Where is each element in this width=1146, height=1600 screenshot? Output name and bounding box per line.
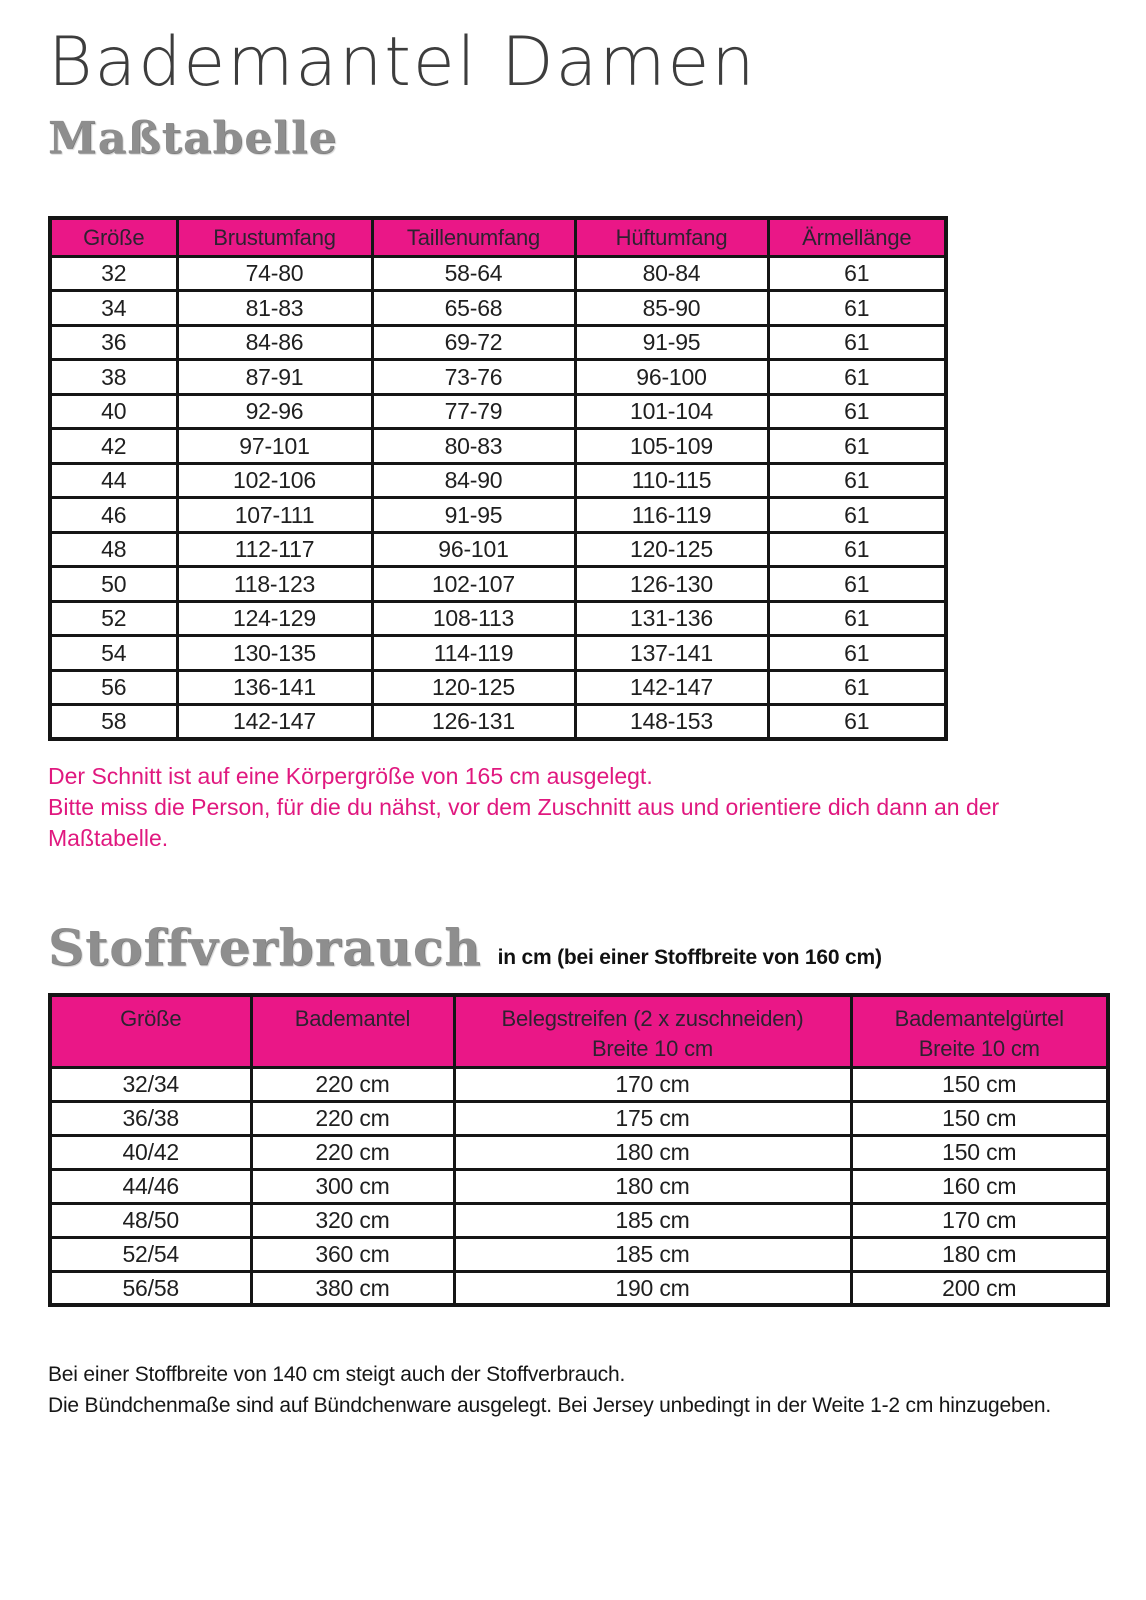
table-cell: 61 [768, 705, 946, 740]
table-cell: 61 [768, 636, 946, 671]
table-cell: 142-147 [177, 705, 372, 740]
table-cell: 32 [50, 256, 177, 291]
table-row [50, 291, 946, 326]
table-row [50, 567, 946, 602]
table-cell: 126-131 [372, 705, 575, 740]
table-cell: 92-96 [177, 394, 372, 429]
table-cell: 124-129 [177, 601, 372, 636]
header-line: Größe [120, 1006, 182, 1032]
table-cell: 360 cm [251, 1237, 454, 1271]
table-row [50, 463, 946, 498]
table-row [50, 256, 946, 291]
table-row [50, 601, 946, 636]
masstabelle-notes [48, 761, 1058, 854]
table-cell: 81-83 [177, 291, 372, 326]
stoffverbrauch-header-row [50, 995, 1108, 1067]
table-cell: 52/54 [50, 1237, 251, 1271]
table-cell: 137-141 [575, 636, 768, 671]
table-row [50, 1101, 1108, 1135]
note-line: Bitte miss die Person, für die du nähst, vor dem Zuschnitt aus und orientiere dich dann an der Maßtabelle. [48, 794, 1000, 852]
table-cell: 74-80 [177, 256, 372, 291]
masstabelle-table [48, 216, 948, 741]
note-line: Bei einer Stoffbreite von 140 cm steigt auch der Stoffverbrauch. [48, 1363, 626, 1387]
table-cell: 84-90 [372, 463, 575, 498]
table-cell: 61 [768, 532, 946, 567]
table-cell: 61 [768, 601, 946, 636]
table-cell: 96-100 [575, 360, 768, 395]
table-cell: 126-130 [575, 567, 768, 602]
header-line: Breite 10 cm [591, 1036, 714, 1062]
table-cell: 44/46 [50, 1169, 251, 1203]
table-row [50, 1203, 1108, 1237]
table-cell: 80-83 [372, 429, 575, 464]
table-cell: 61 [768, 670, 946, 705]
table-cell: 32/34 [50, 1067, 251, 1101]
stoffverbrauch-notes [48, 1359, 1098, 1421]
stoffverbrauch-table [48, 993, 1110, 1307]
table-cell: 84-86 [177, 325, 372, 360]
table-cell: 300 cm [251, 1169, 454, 1203]
table-cell: 61 [768, 463, 946, 498]
table-row [50, 498, 946, 533]
table-cell: 136-141 [177, 670, 372, 705]
table-cell: 148-153 [575, 705, 768, 740]
table-cell: 56/58 [50, 1271, 251, 1305]
table-cell: 52 [50, 601, 177, 636]
table-cell: 97-101 [177, 429, 372, 464]
table-cell: 180 cm [851, 1237, 1108, 1271]
table-cell: 101-104 [575, 394, 768, 429]
table-cell: 48 [50, 532, 177, 567]
table-cell: 116-119 [575, 498, 768, 533]
table-cell: 185 cm [454, 1203, 851, 1237]
header-line: Bademantel [294, 1006, 411, 1032]
table-cell: 69-72 [372, 325, 575, 360]
table-cell: 102-106 [177, 463, 372, 498]
table-cell: 61 [768, 360, 946, 395]
header-cell: Ärmellänge [768, 218, 946, 256]
table-cell: 91-95 [372, 498, 575, 533]
header-cell: Hüftumfang [575, 218, 768, 256]
table-row [50, 1271, 1108, 1305]
table-cell: 87-91 [177, 360, 372, 395]
table-row [50, 1237, 1108, 1271]
table-cell: 112-117 [177, 532, 372, 567]
table-cell: 61 [768, 498, 946, 533]
table-cell: 190 cm [454, 1271, 851, 1305]
table-cell: 118-123 [177, 567, 372, 602]
table-cell: 36/38 [50, 1101, 251, 1135]
table-cell: 61 [768, 291, 946, 326]
header-cell [454, 995, 851, 1067]
table-cell: 36 [50, 325, 177, 360]
header-line: Breite 10 cm [918, 1036, 1040, 1062]
table-cell: 200 cm [851, 1271, 1108, 1305]
header-line: Bademantelgürtel [894, 1006, 1064, 1032]
table-cell: 50 [50, 567, 177, 602]
table-cell: 220 cm [251, 1067, 454, 1101]
table-row [50, 1135, 1108, 1169]
table-cell: 220 cm [251, 1101, 454, 1135]
table-cell: 107-111 [177, 498, 372, 533]
table-cell: 40/42 [50, 1135, 251, 1169]
table-row [50, 1169, 1108, 1203]
header-cell: Taillenumfang [372, 218, 575, 256]
table-cell: 170 cm [454, 1067, 851, 1101]
table-cell: 160 cm [851, 1169, 1108, 1203]
table-cell: 61 [768, 256, 946, 291]
table-cell: 65-68 [372, 291, 575, 326]
table-cell: 150 cm [851, 1067, 1108, 1101]
table-cell: 380 cm [251, 1271, 454, 1305]
table-cell: 91-95 [575, 325, 768, 360]
table-cell: 58 [50, 705, 177, 740]
table-cell: 48/50 [50, 1203, 251, 1237]
table-row [50, 532, 946, 567]
table-cell: 114-119 [372, 636, 575, 671]
table-row [50, 360, 946, 395]
table-row [50, 705, 946, 740]
table-cell: 110-115 [575, 463, 768, 498]
table-cell: 80-84 [575, 256, 768, 291]
table-cell: 85-90 [575, 291, 768, 326]
table-row [50, 670, 946, 705]
table-cell: 320 cm [251, 1203, 454, 1237]
table-cell: 96-101 [372, 532, 575, 567]
table-cell: 61 [768, 394, 946, 429]
table-cell: 54 [50, 636, 177, 671]
table-cell: 120-125 [575, 532, 768, 567]
header-cell [851, 995, 1108, 1067]
header-line: Belegstreifen (2 x zuschneiden) [501, 1006, 804, 1032]
table-cell: 61 [768, 325, 946, 360]
table-cell: 38 [50, 360, 177, 395]
masstabelle-header-row [50, 218, 946, 256]
header-cell [251, 995, 454, 1067]
page-title: Bademantel Damen [48, 23, 757, 102]
header-cell [50, 995, 251, 1067]
table-cell: 58-64 [372, 256, 575, 291]
table-cell: 150 cm [851, 1135, 1108, 1169]
stoffverbrauch-heading: Stoffverbrauch [48, 918, 482, 978]
table-row [50, 325, 946, 360]
stoffverbrauch-unit-note: in cm (bei einer Stoffbreite von 160 cm) [497, 946, 882, 970]
header-cell: Brustumfang [177, 218, 372, 256]
table-row [50, 1067, 1108, 1101]
table-row [50, 429, 946, 464]
table-cell: 180 cm [454, 1169, 851, 1203]
table-cell: 44 [50, 463, 177, 498]
table-cell: 61 [768, 567, 946, 602]
table-cell: 180 cm [454, 1135, 851, 1169]
table-cell: 142-147 [575, 670, 768, 705]
table-row [50, 636, 946, 671]
table-cell: 120-125 [372, 670, 575, 705]
table-cell: 185 cm [454, 1237, 851, 1271]
masstabelle-heading: Maßtabelle [48, 113, 338, 165]
header-cell: Größe [50, 218, 177, 256]
table-cell: 61 [768, 429, 946, 464]
table-cell: 105-109 [575, 429, 768, 464]
table-cell: 40 [50, 394, 177, 429]
table-cell: 102-107 [372, 567, 575, 602]
table-cell: 56 [50, 670, 177, 705]
table-cell: 170 cm [851, 1203, 1108, 1237]
note-line: Der Schnitt ist auf eine Körpergröße von 165 cm ausgelegt. [48, 763, 653, 790]
table-cell: 73-76 [372, 360, 575, 395]
table-cell: 77-79 [372, 394, 575, 429]
table-cell: 130-135 [177, 636, 372, 671]
table-cell: 42 [50, 429, 177, 464]
table-cell: 175 cm [454, 1101, 851, 1135]
table-cell: 108-113 [372, 601, 575, 636]
note-line: Die Bündchenmaße sind auf Bündchenware ausgelegt. Bei Jersey unbedingt in der Weite 1-2 cm hinzugeben. [48, 1394, 1052, 1418]
table-cell: 46 [50, 498, 177, 533]
table-cell: 34 [50, 291, 177, 326]
table-cell: 220 cm [251, 1135, 454, 1169]
table-row [50, 394, 946, 429]
table-cell: 150 cm [851, 1101, 1108, 1135]
stoffverbrauch-heading-row [48, 918, 1098, 977]
table-cell: 131-136 [575, 601, 768, 636]
